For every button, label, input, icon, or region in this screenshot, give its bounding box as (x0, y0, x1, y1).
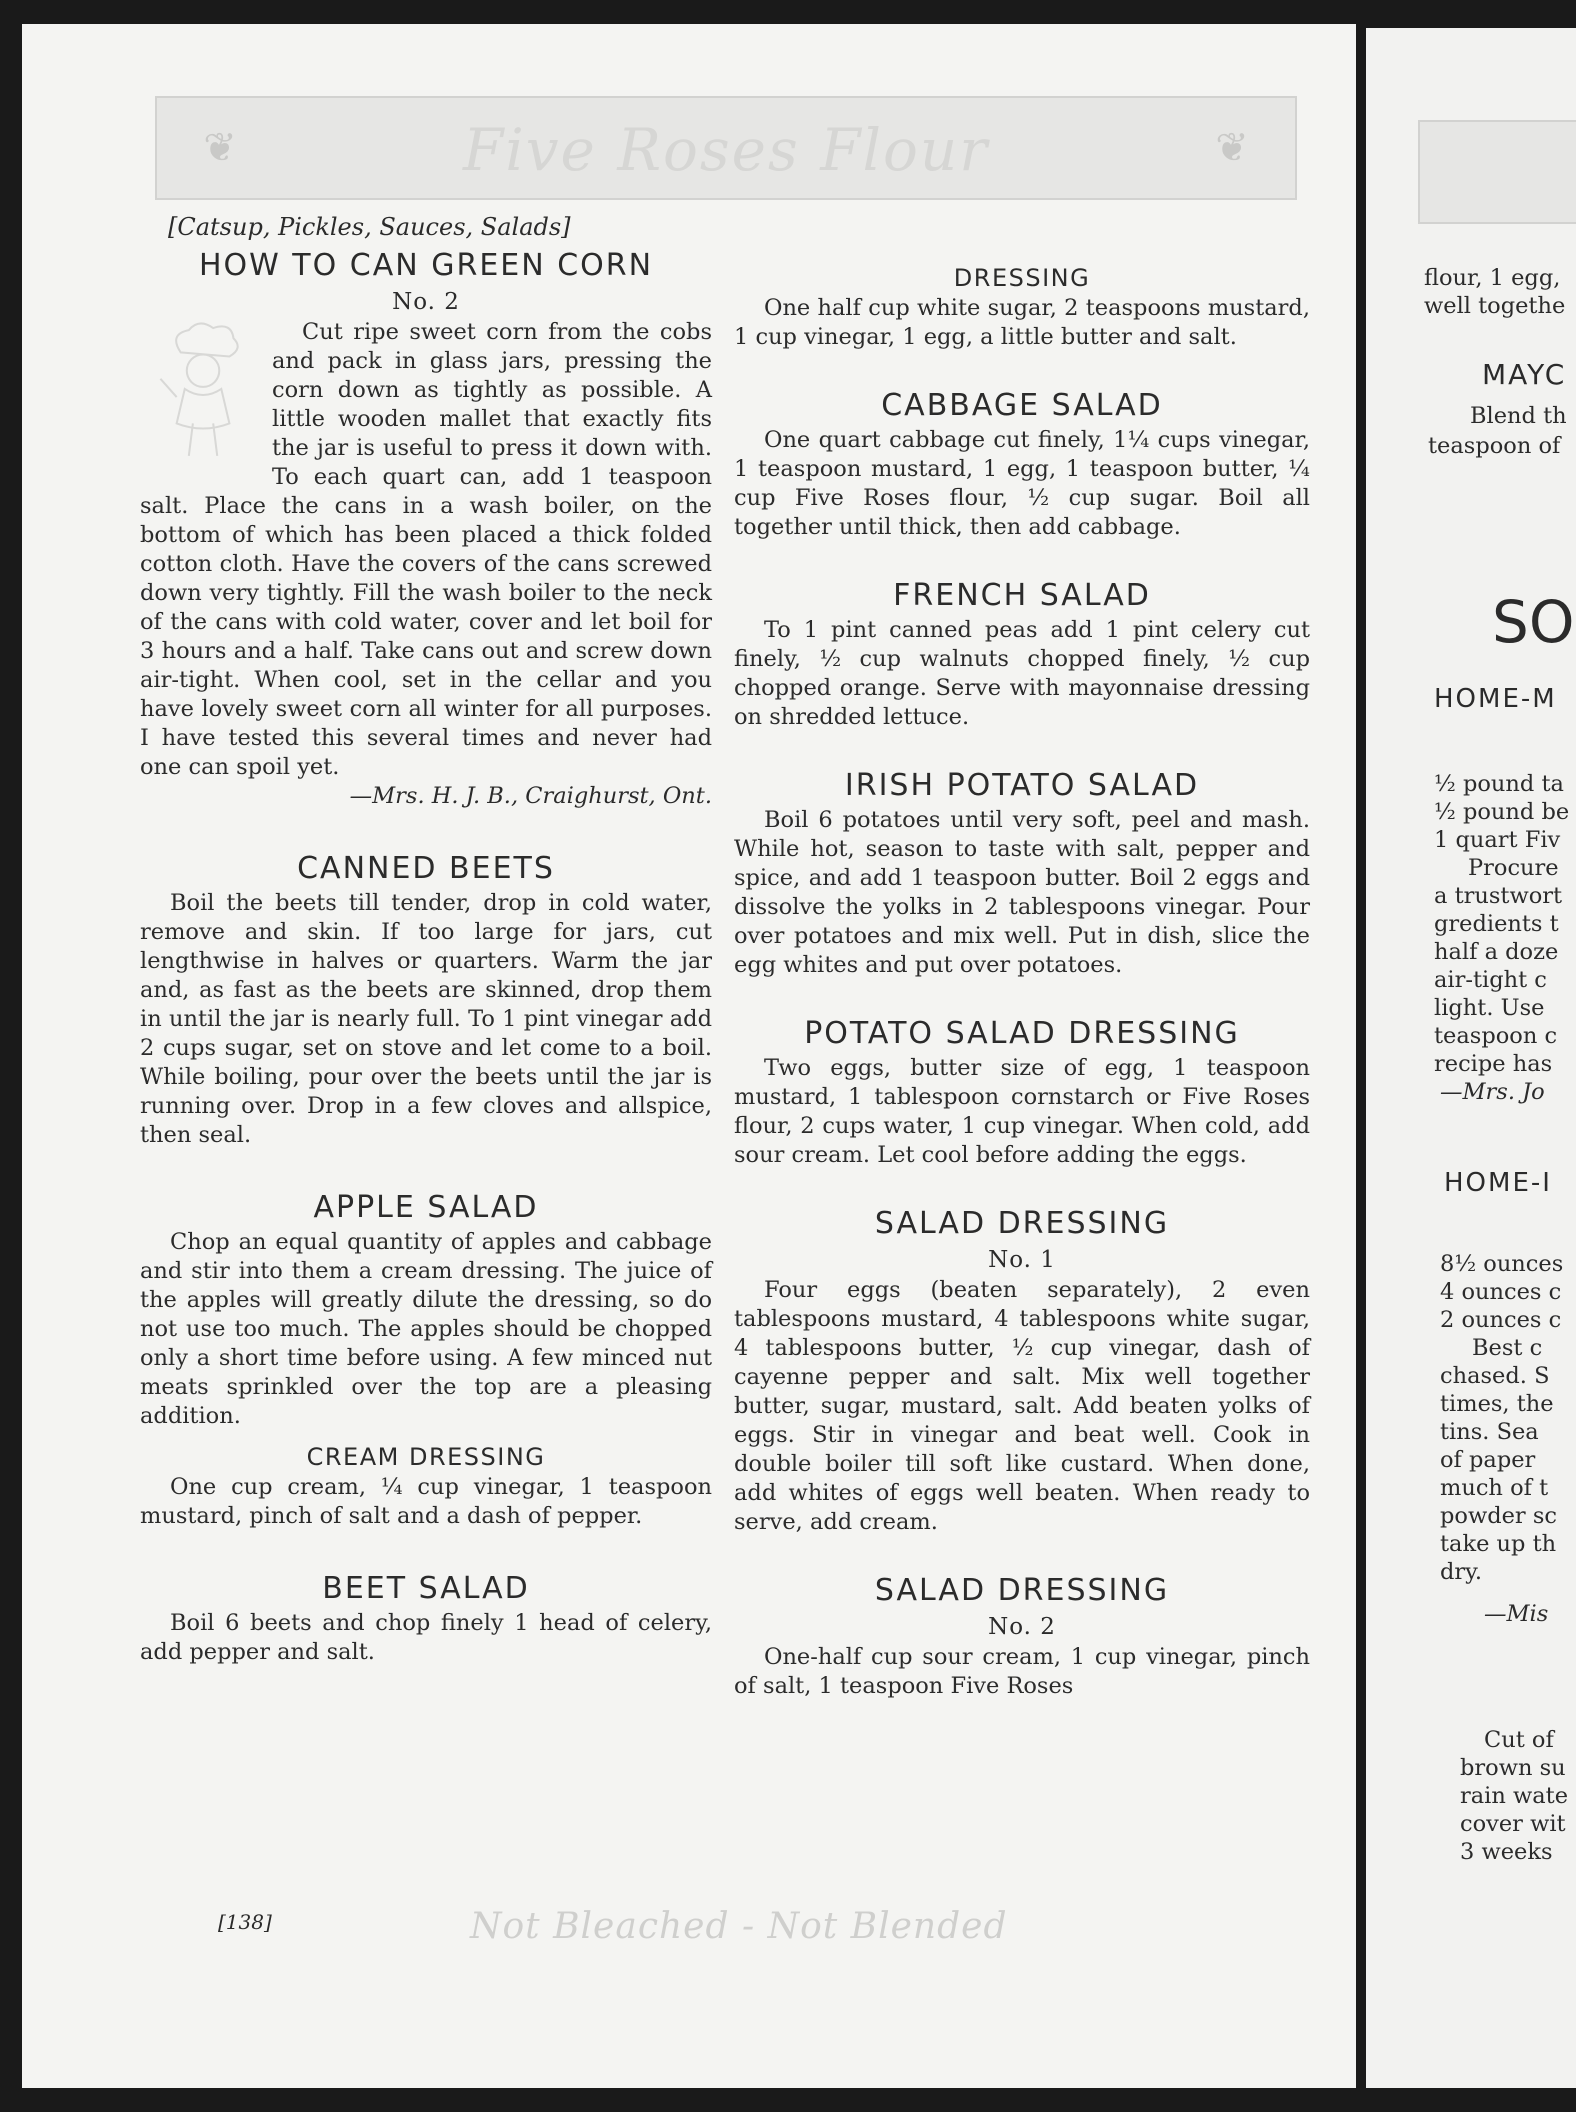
next-text: 3 weeks (1460, 1839, 1553, 1865)
ornament-right-icon: ❦ (1215, 125, 1249, 171)
next-text: rain wate (1460, 1783, 1569, 1809)
next-text: much of t (1440, 1475, 1549, 1501)
next-text: —Mis (1484, 1601, 1549, 1627)
next-text: dry. (1440, 1559, 1483, 1585)
sd2-text: One-half cup sour cream, 1 cup vinegar, pinch of salt, 1 teaspoon Five Roses (734, 1644, 1310, 1699)
cream-text: One cup cream, ¼ cup vinegar, 1 teaspoon mustard, pinch of salt and a dash of pepper. (140, 1474, 712, 1529)
next-text: —Mrs. Jo (1440, 1079, 1545, 1105)
beet-text: Boil 6 beets and chop finely 1 head of celery, add pepper and salt. (140, 1610, 712, 1665)
next-text: 2 ounces c (1440, 1307, 1562, 1333)
heading-french-salad: FRENCH SALAD (893, 578, 1151, 613)
footer-slogan: Not Bleached - Not Blended (470, 1906, 1008, 1947)
banner (155, 96, 1297, 200)
next-text: air-tight c (1434, 967, 1547, 993)
next-text: gredients t (1434, 911, 1559, 937)
page-number: [138] (218, 1910, 272, 1934)
heading-salad-dressing-1: SALAD DRESSING (874, 1206, 1170, 1241)
heading-salad-dressing-2: SALAD DRESSING (874, 1573, 1170, 1608)
next-text: Blend th (1470, 403, 1567, 429)
next-text: take up th (1440, 1531, 1557, 1557)
next-text: teaspoon c (1434, 1023, 1558, 1049)
ornament-left-icon: ❦ (203, 125, 237, 171)
next-text: 1 quart Fiv (1434, 827, 1561, 853)
book-page-right (1366, 28, 1576, 2088)
next-text: recipe has (1434, 1051, 1553, 1077)
next-text: flour, 1 egg, (1424, 265, 1561, 291)
chef-illustration-icon (140, 322, 262, 464)
heading-apple-salad: APPLE SALAD (313, 1190, 539, 1225)
heading-canned-beets: CANNED BEETS (297, 851, 555, 886)
next-text: of paper (1440, 1447, 1536, 1473)
next-text: half a doze (1434, 939, 1559, 965)
french-text: To 1 pint canned peas add 1 pint celery cut finely, ½ cup walnuts chopped finely, ½ cup chopped orange. Serve with mayonnaise dressing on shredded lettuce. (734, 617, 1310, 730)
heading-cream-dressing: CREAM DRESSING (306, 1443, 546, 1471)
heading-irish-potato-salad: IRISH POTATO SALAD (844, 768, 1200, 803)
apple-text: Chop an equal quantity of apples and cabbage and stir into them a cream dressing. The juice of the apples will greatly dilute the dressing, so do not use too much. The apples should be chopped only a short time before using. A few minced nut meats sprinkled over the top are a pleasing addition. (140, 1229, 712, 1429)
next-text: times, the (1440, 1391, 1554, 1417)
heading-dressing: DRESSING (953, 264, 1091, 292)
sd1-text: Four eggs (beaten separately), 2 even tablespoons mustard, 4 tablespoons white sugar, 4 tablespoons butter, ½ cup vinegar, dash of cayenne pepper and salt. Mix well together butter, sugar, mustard, salt. Add beaten yolks of eggs. Stir in vinegar and beat well. Cook in double boiler till soft like custard. When done, add whites of eggs well beaten. When ready to serve, add cream. (734, 1277, 1310, 1535)
next-text: ½ pound be (1434, 799, 1570, 825)
next-text: Best c (1472, 1335, 1543, 1361)
next-text: well togethe (1424, 293, 1566, 319)
next-text: 4 ounces c (1440, 1279, 1562, 1305)
banner-title: Five Roses Flour (463, 116, 989, 184)
recipe-number: No. 2 (392, 289, 460, 315)
psd-text: Two eggs, butter size of egg, 1 teaspoon mustard, 1 tablespoon cornstarch or Five Roses flour, 2 cups water, 1 cup vinegar. When cold, add sour cream. Let cool before adding the eggs. (734, 1055, 1310, 1168)
next-text: teaspoon of (1428, 433, 1561, 459)
next-heading: HOME-I (1444, 1168, 1552, 1198)
category-label: [Catsup, Pickles, Sauces, Salads] (168, 213, 571, 241)
next-text: a trustwort (1434, 883, 1563, 909)
heading-cabbage-salad: CABBAGE SALAD (881, 388, 1163, 423)
next-text: ½ pound ta (1434, 771, 1564, 797)
next-text: tins. Sea (1440, 1419, 1539, 1445)
next-text: Cut of (1484, 1727, 1554, 1753)
irish-text: Boil 6 potatoes until very soft, peel and mash. While hot, season to taste with salt, pepper and spice, and add 1 teaspoon butter. Boil 2 eggs and dissolve the yolks in 2 tablespoons vinegar. Pour over potatoes and mix well. Put in dish, slice the egg whites and put over potatoes. (734, 807, 1310, 978)
next-text: powder sc (1440, 1503, 1557, 1529)
next-text: chased. S (1440, 1363, 1550, 1389)
next-text: 8½ ounces (1440, 1251, 1564, 1277)
right-column (734, 262, 1310, 1701)
signature: —Mrs. H. J. B., Craighurst, Ont. (349, 783, 712, 809)
next-text: Procure (1468, 855, 1559, 881)
next-heading: MAYC (1482, 358, 1567, 391)
next-text: brown su (1460, 1755, 1566, 1781)
recipe-number: No. 1 (988, 1247, 1056, 1273)
left-column (140, 213, 712, 1667)
heading-potato-salad-dressing: POTATO SALAD DRESSING (804, 1016, 1240, 1051)
heading-beet-salad: BEET SALAD (322, 1571, 530, 1606)
recipe-number: No. 2 (988, 1614, 1056, 1640)
corn-text: Cut ripe sweet corn from the cobs and pack in glass jars, pressing the corn down as tightly as possible. A little wooden mallet that exactly fits the jar is useful to press it down with. To each quart can, add 1 teaspoon salt. Place the cans in a wash boiler, on the bottom of which has been placed a thick folded cotton cloth. Have the covers of the cans screwed down very tightly. Fill the wash boiler to the neck of the cans with cold water, cover and let boil for 3 hours and a half. Take cans out and screw down air-tight. When cool, set in the cellar and you have lovely sweet corn all winter for all purposes. I have tested this several times and never had one can spoil yet. (140, 319, 712, 780)
next-page-banner (1418, 120, 1576, 224)
beets-text: Boil the beets till tender, drop in cold water, remove and skin. If too large for jars, cut lengthwise in halves or quarters. Warm the jar and, as fast as the beets are skinned, drop them in until the jar is nearly full. To 1 pint vinegar add 2 cups sugar, set on stove and let come to a boil. While boiling, pour over the beets until the jar is running over. Drop in a few cloves and allspice, then seal. (140, 890, 712, 1148)
heading-how-to-can-green-corn: HOW TO CAN GREEN CORN (198, 248, 654, 283)
cabbage-text: One quart cabbage cut finely, 1¼ cups vinegar, 1 teaspoon mustard, 1 egg, 1 teaspoon butter, ¼ cup Five Roses flour, ½ cup sugar. Boil all together until thick, then add cabbage. (734, 427, 1310, 540)
next-heading: HOME-M (1434, 684, 1557, 714)
dressing-text: One half cup white sugar, 2 teaspoons mustard, 1 cup vinegar, 1 egg, a little butter and salt. (734, 295, 1310, 350)
next-text: cover wit (1460, 1811, 1566, 1837)
next-big-heading: SO (1492, 588, 1575, 656)
next-text: light. Use (1434, 995, 1545, 1021)
